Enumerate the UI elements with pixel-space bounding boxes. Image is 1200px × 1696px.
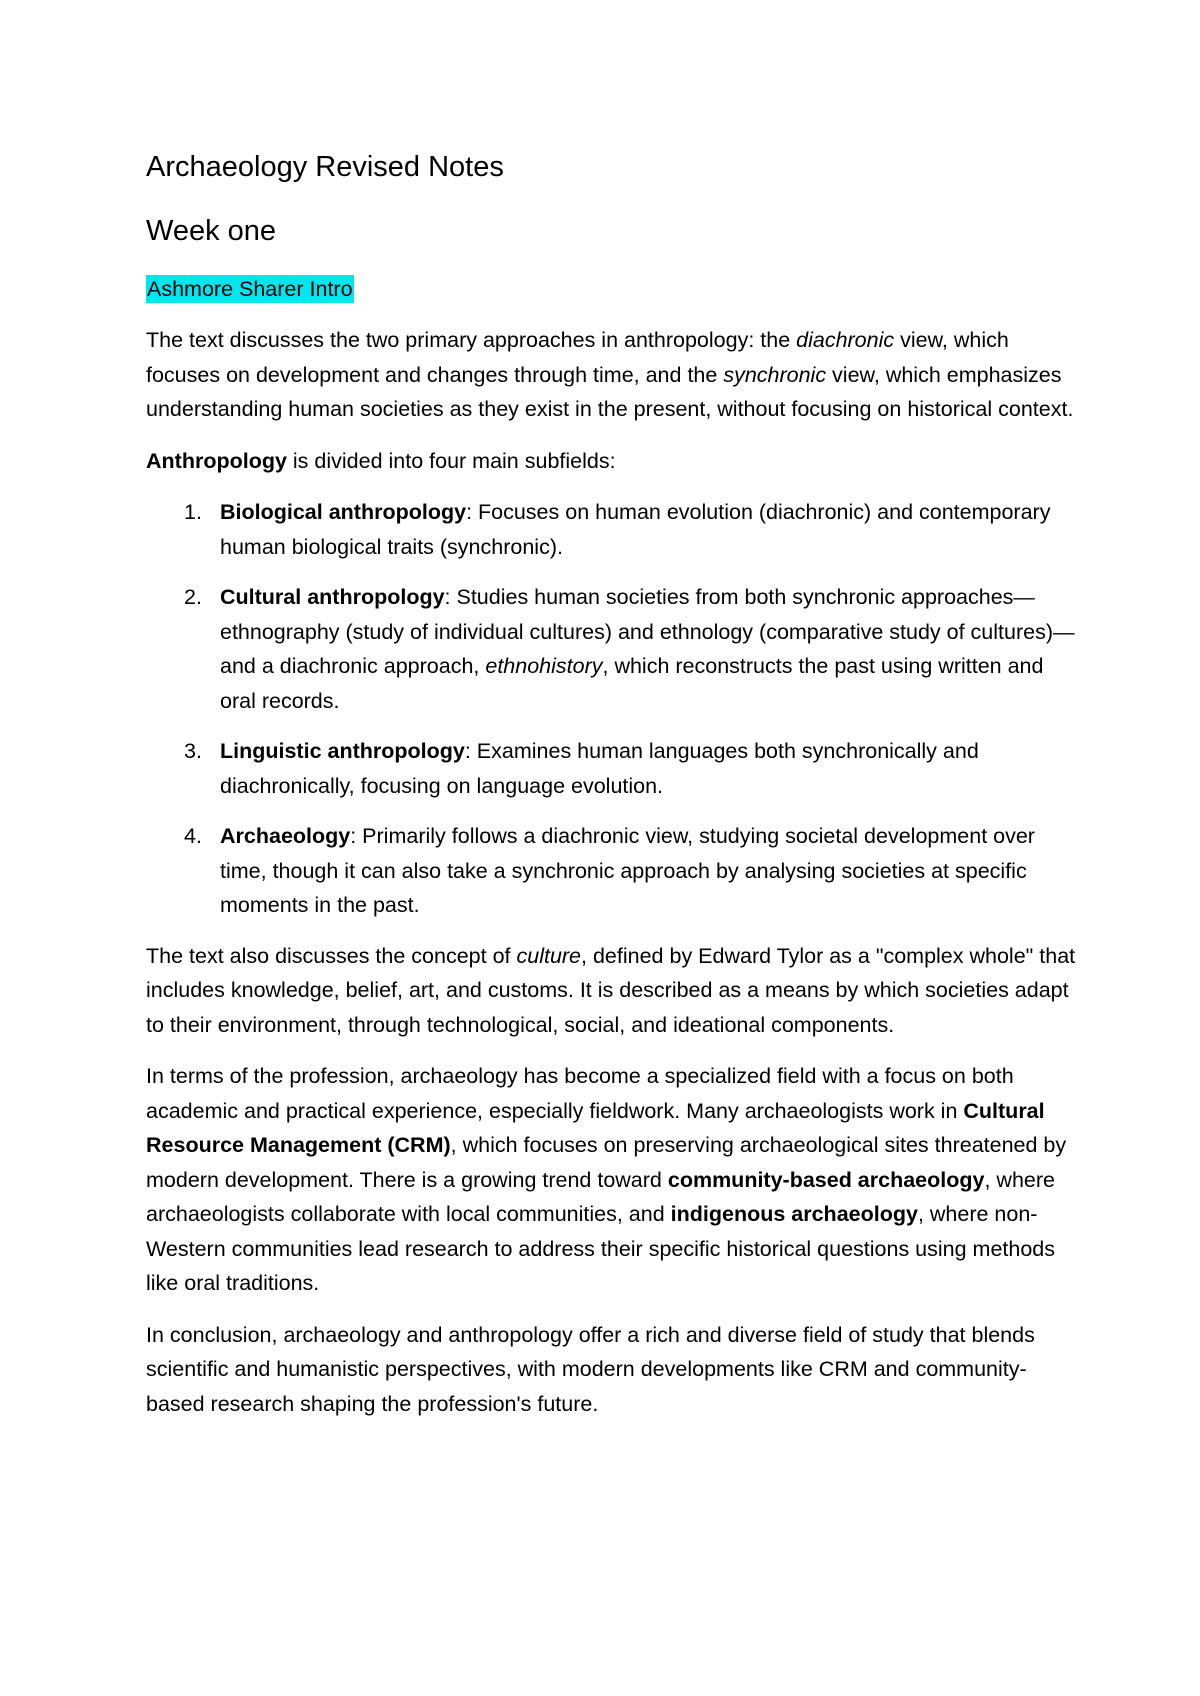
profession-bold-community: community-based archaeology (667, 1167, 985, 1192)
subfields-list (146, 495, 1076, 923)
list-text: : Studies human societies from both synchronic approaches— ethnography (study of individual cultures) and ethnology (comparative study of cultures)—and a diachronic approach, (220, 585, 1075, 678)
profession-text-2: , which focuses on preserving archaeological sites threatened by modern development. There is a growing trend toward (146, 1133, 1067, 1192)
profession-text-1: In terms of the profession, archaeology has become a specialized field with a focus on both academic and practical experience, especially fieldwork. Many archaeologists work in (146, 1064, 1014, 1123)
profession-paragraph (146, 1059, 1076, 1301)
list-number: 2. (184, 585, 202, 609)
list-text: : Examines human languages both synchronically and diachronically, focusing on language evolution. (220, 739, 979, 798)
profession-text-3: , where archaeologists collaborate with local communities, and (146, 1167, 1055, 1226)
list-term: Cultural anthropology (220, 585, 445, 609)
list-number: 3. (184, 739, 202, 763)
list-item (146, 734, 1076, 803)
profession-bold-crm: Cultural Resource Management (CRM) (146, 1098, 1045, 1157)
list-item (146, 495, 1076, 564)
document-body (146, 146, 1076, 1438)
list-number: 1. (184, 500, 202, 524)
intro-italic-diachronic: diachronic (796, 328, 895, 352)
culture-text-2: , defined by Edward Tylor as a "complex whole" that includes knowledge, belief, art, and customs. It is described as a means by which societies adapt to their environment, through technological, social, and ideational components. (146, 943, 1076, 1037)
conclusion-paragraph: In conclusion, archaeology and anthropology offer a rich and diverse field of study that blends scientific and humanistic perspectives, with modern developments like CRM and community-based research shaping the profession's future. (146, 1322, 1035, 1416)
list-term: Linguistic anthropology (220, 739, 465, 763)
subfields-intro-bold: Anthropology (146, 448, 287, 473)
culture-italic: culture (516, 943, 582, 968)
highlight-text: Ashmore Sharer Intro (147, 277, 353, 301)
list-text: , which reconstructs the past using written and oral records. (220, 654, 1044, 713)
highlighted-section-heading (146, 271, 1076, 307)
intro-italic-synchronic: synchronic (723, 362, 827, 387)
document-title: Archaeology Revised Notes (146, 151, 504, 183)
profession-bold-indigenous: indigenous archaeology (670, 1202, 918, 1226)
list-text: : Focuses on human evolution (diachronic) and contemporary human biological traits (synchronic). (220, 500, 1051, 559)
intro-text-3: view, which emphasizes understanding human societies as they exist in the present, without focusing on historical context. (146, 362, 1074, 421)
culture-paragraph (146, 939, 1076, 1043)
subfields-intro-text: is divided into four main subfields: (286, 448, 616, 473)
list-item (146, 580, 1076, 718)
intro-paragraph (146, 323, 1076, 427)
list-text: : Primarily follows a diachronic view, studying societal development over time, though it can also take a synchronic approach by analysing societies at specific moments in the past. (220, 824, 1035, 917)
profession-text-4: , where non-Western communities lead research to address their specific historical questions using methods like oral traditions. (146, 1202, 1056, 1295)
week-heading: Week one (146, 215, 277, 247)
list-term: Biological anthropology (220, 500, 467, 524)
culture-text-1: The text also discusses the concept of (146, 943, 517, 968)
list-number: 4. (184, 824, 202, 848)
subfields-intro-paragraph (146, 444, 1076, 479)
intro-text-1: The text discusses the two primary approaches in anthropology: the (146, 328, 797, 352)
list-italic: ethnohistory (485, 654, 603, 678)
list-term: Archaeology (220, 824, 351, 848)
intro-text-2: view, which focuses on development and changes through time, and the (146, 328, 1009, 387)
list-item (146, 819, 1076, 923)
